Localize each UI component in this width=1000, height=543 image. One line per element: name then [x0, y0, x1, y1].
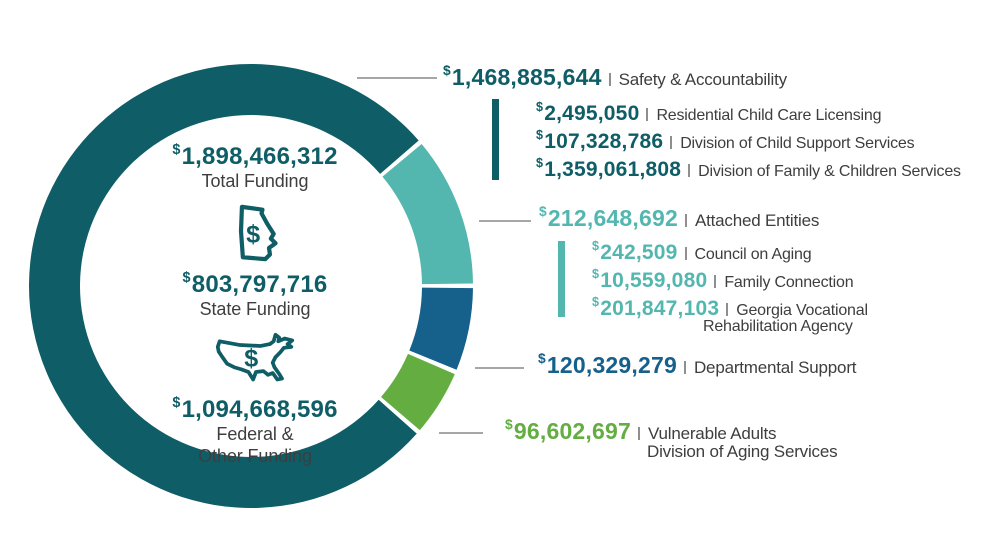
- vocational-rehab-label-line2: Rehabilitation Agency: [703, 318, 853, 335]
- departmental-support-amount: $120,329,279: [538, 350, 677, 378]
- family-children-services-amount: $1,359,061,808: [536, 155, 682, 181]
- donut-segment-departmental-support: [409, 288, 473, 370]
- vocational-rehab-amount: $201,847,103: [592, 294, 720, 320]
- callout-residential-licensing: [536, 101, 881, 126]
- family-connection-amount: $10,559,080: [592, 266, 708, 292]
- council-on-aging-amount: $242,509: [592, 238, 678, 264]
- leader-line-departmental: [475, 367, 524, 369]
- usa-dollar-glyph: $: [244, 344, 259, 373]
- departmental-support-label: Departmental Support: [693, 358, 857, 377]
- callout-attached-entities: [539, 205, 819, 231]
- pipe-divider: [685, 214, 687, 228]
- state-funding-amount: $803,797,716: [182, 269, 328, 298]
- residential-licensing-amount: $2,495,050: [536, 99, 640, 125]
- family-children-services-label: Division of Family & Children Services: [698, 163, 961, 180]
- pipe-divider: [684, 361, 686, 375]
- callout-family-children-services: [536, 157, 961, 182]
- child-support-amount: $107,328,786: [536, 127, 664, 153]
- pipe-divider: [609, 73, 611, 87]
- pipe-divider: [685, 247, 687, 261]
- pipe-divider: [670, 136, 672, 150]
- family-connection-label: Family Connection: [724, 274, 854, 291]
- callout-vulnerable-adults: [505, 418, 776, 444]
- callout-council-on-aging: [592, 240, 811, 265]
- child-support-label: Division of Child Support Services: [680, 135, 915, 152]
- callout-safety: [443, 64, 787, 90]
- federal-funding-label-line2: Other Funding: [198, 446, 312, 466]
- attached-entities-label: Attached Entities: [694, 211, 820, 230]
- dollar-sign: $: [182, 269, 191, 286]
- donut-segment-attached-entities: [382, 144, 473, 284]
- donut-center-summary: [119, 138, 391, 467]
- pipe-divider: [688, 164, 690, 178]
- vocational-rehab-label-line1: Georgia Vocational: [736, 302, 868, 319]
- leader-line-safety: [357, 77, 437, 79]
- safety-accent-bar: [492, 99, 499, 180]
- vulnerable-adults-label-line1: Vulnerable Adults: [648, 424, 777, 443]
- safety-amount: $1,468,885,644: [443, 62, 602, 90]
- usa-map-icon: [211, 332, 299, 386]
- attached-entities-amount: $212,648,692: [539, 203, 678, 231]
- vulnerable-adults-amount: $96,602,697: [505, 416, 631, 444]
- attached-accent-bar: [558, 241, 565, 317]
- dollar-sign: $: [172, 141, 181, 158]
- pipe-divider: [638, 427, 640, 441]
- leader-line-attached: [479, 220, 531, 222]
- federal-funding-label-line1: Federal &: [216, 424, 294, 444]
- callout-family-connection: [592, 268, 853, 293]
- pipe-divider: [646, 108, 648, 122]
- federal-funding-amount: $1,094,668,596: [172, 394, 338, 423]
- total-funding-label: Total Funding: [201, 171, 309, 191]
- callout-departmental-support: [538, 352, 856, 378]
- georgia-state-icon: [227, 203, 283, 263]
- leader-line-vulnerable: [439, 432, 483, 434]
- callout-child-support: [536, 129, 914, 154]
- pipe-divider: [714, 275, 716, 289]
- state-funding-label: State Funding: [199, 299, 311, 319]
- dollar-sign: $: [172, 394, 181, 411]
- safety-label: Safety & Accountability: [618, 70, 787, 89]
- residential-licensing-label: Residential Child Care Licensing: [656, 107, 882, 124]
- pipe-divider: [726, 303, 728, 317]
- council-on-aging-label: Council on Aging: [694, 246, 812, 263]
- total-funding-amount: $1,898,466,312: [172, 141, 338, 170]
- vulnerable-adults-label-line2: Division of Aging Services: [647, 442, 838, 461]
- georgia-dollar-glyph: $: [246, 220, 261, 249]
